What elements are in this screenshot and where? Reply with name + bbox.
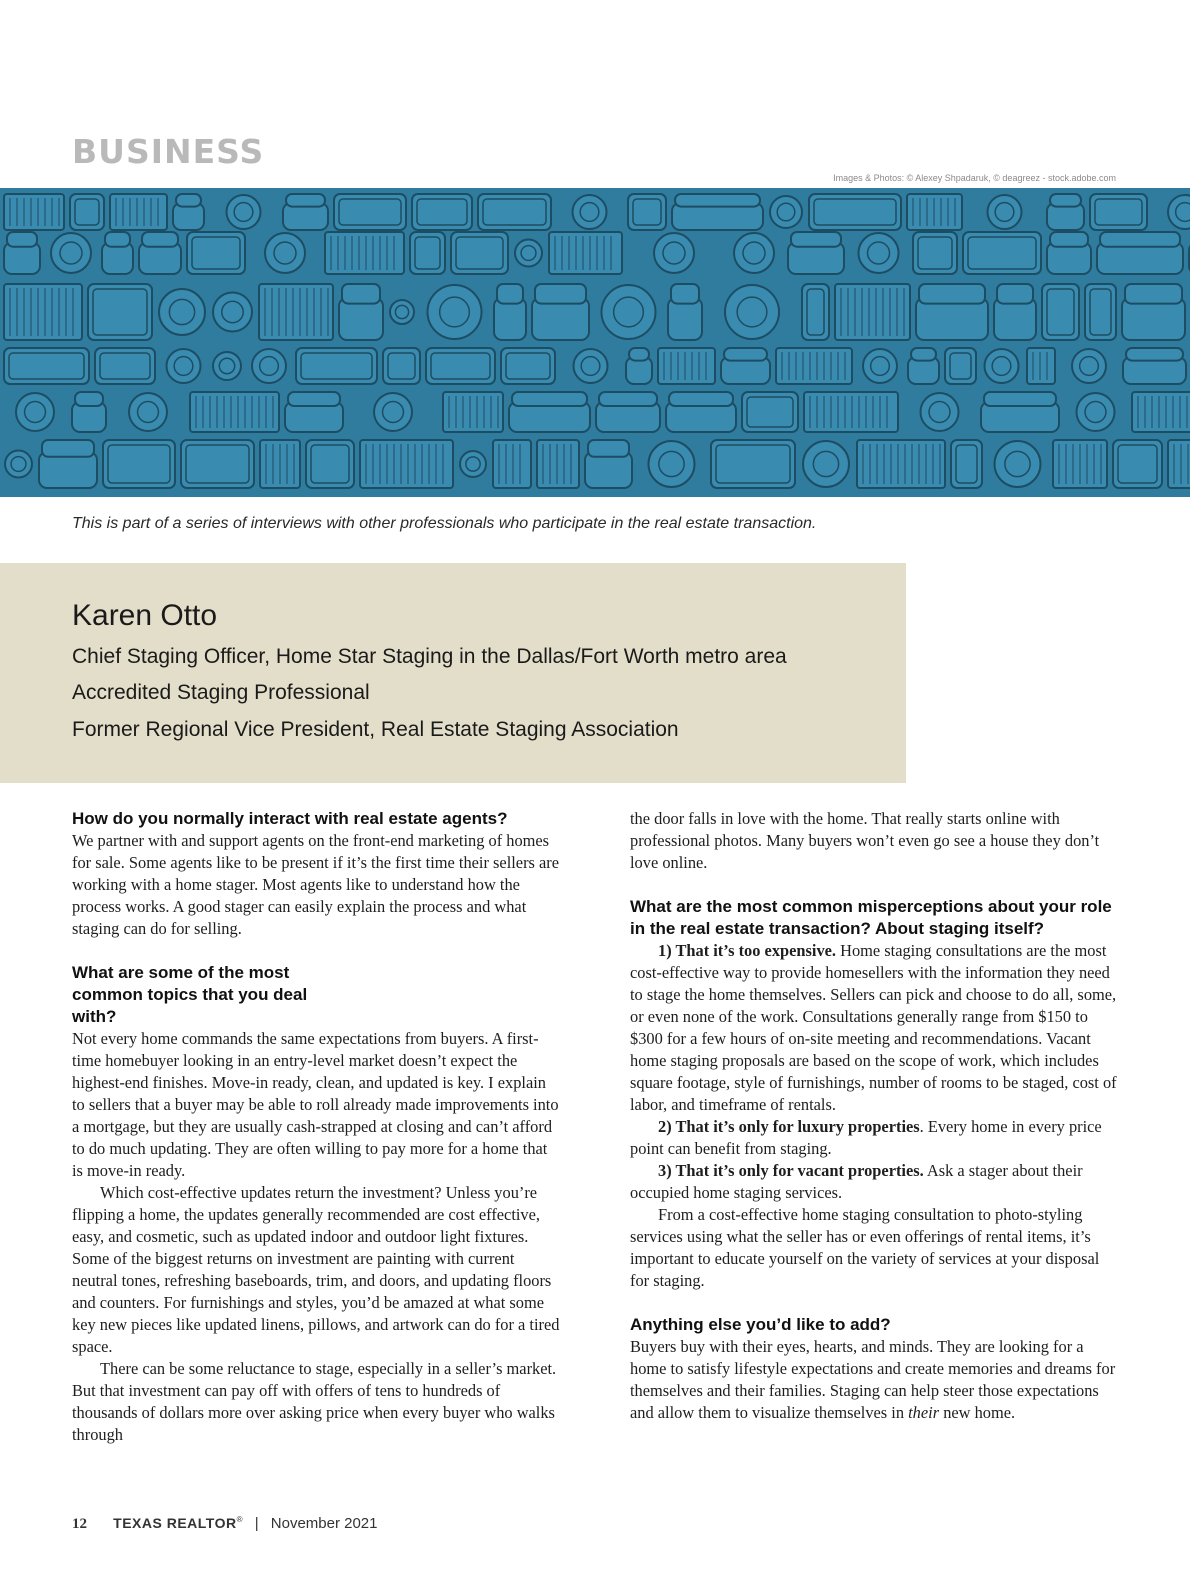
furniture-shape — [791, 232, 841, 247]
furniture-shape — [16, 393, 54, 431]
furniture-shape — [1126, 348, 1183, 361]
profile-box — [0, 563, 906, 783]
furniture-shape — [1113, 440, 1162, 488]
section-label: BUSINESS — [72, 132, 265, 171]
furniture-shape — [724, 348, 767, 361]
furniture-shape — [342, 284, 380, 304]
furniture-shape — [360, 440, 453, 488]
furniture-shape — [515, 240, 542, 267]
furniture-shape — [911, 348, 936, 361]
furniture-shape — [213, 293, 252, 332]
furniture-shape — [1077, 393, 1115, 431]
furniture-shape — [181, 440, 254, 488]
intro-text: This is part of a series of interviews with other professionals who participate in the real estate transaction. — [72, 515, 817, 532]
furniture-shape — [1125, 284, 1182, 304]
furniture-shape — [1100, 232, 1180, 247]
magazine-name: TEXAS REALTOR — [113, 1515, 237, 1531]
right-column — [630, 808, 1120, 1424]
furniture-shape — [573, 195, 607, 229]
furniture-shape — [176, 194, 201, 207]
furniture-shape — [725, 285, 779, 339]
furniture-shape — [129, 393, 167, 431]
furniture-shape — [588, 440, 629, 457]
furniture-shape — [51, 233, 91, 273]
furniture-shape — [574, 349, 608, 383]
furniture-shape — [675, 194, 760, 207]
furniture-shape — [187, 232, 245, 274]
answer-paragraph: Not every home commands the same expectations from buyers. A first-time homebuyer looking in an entry-level market doesn’t expect the highest-end finishes. Move-in ready, clean, and updated is key. I explain to sellers that a buyer may be able to roll already made improvements into a mortgage, but they are usually cash-strapped at closing and can’t afford to do much updating. They are often willing to pay more for a home that is move-in ready. — [72, 1029, 559, 1180]
point-text: Home staging consultations are the most cost-effective way to provide homesellers with the information they need to stage the home themselves. Sellers can pick and choose to do all, some, or even none of the work. Consultations generally range from $150 to $300 for a few hours of on-site meeting and recommendations. Vacant home staging proposals are based on the scope of work, which includes square footage, style of furnishings, number of rooms to be staged, cost of labor, and timeframe of rentals. — [630, 941, 1117, 1114]
furniture-shape — [443, 392, 503, 432]
furniture-shape — [859, 233, 899, 273]
furniture-shape — [390, 300, 414, 324]
furniture-shape — [286, 194, 325, 207]
profile-line: Chief Staging Officer, Home Star Staging in the Dallas/Fort Worth metro area — [72, 645, 787, 668]
question-heading: How do you normally interact with real estate agents? — [72, 809, 508, 828]
furniture-shape — [599, 392, 657, 406]
point-text: Ask a stager about their occupied home staging services. — [630, 1161, 1083, 1202]
answer-paragraph — [630, 1116, 1120, 1160]
question-heading: Anything else you’d like to add? — [630, 1315, 891, 1334]
answer-paragraph — [630, 1160, 1120, 1204]
furniture-shape — [1072, 349, 1106, 383]
furniture-shape — [995, 441, 1041, 487]
furniture-shape — [1132, 392, 1190, 432]
furniture-shape — [252, 349, 286, 383]
point-text: . Every home in every price point can benefit from staging. — [630, 1117, 1102, 1158]
furniture-shape — [988, 195, 1022, 229]
answer-paragraph — [630, 940, 1120, 1116]
furniture-shape — [921, 393, 959, 431]
furniture-shape — [512, 392, 587, 406]
left-column — [72, 808, 562, 1446]
furniture-shape — [4, 284, 82, 340]
answer-emphasis: their — [908, 1403, 940, 1422]
banner-image — [0, 188, 1190, 497]
furniture-shape — [649, 441, 695, 487]
answer-text: Buyers buy with their eyes, hearts, and minds. They are looking for a home to satisfy lifestyle expectations and create memories and dreams for themselves and their families. Staging can help steer those expectations and allow them to visualize themselves in — [630, 1337, 1116, 1422]
furniture-shape — [5, 451, 32, 478]
furniture-shape — [451, 232, 508, 274]
answer-paragraph: Which cost-effective updates return the investment? Unless you’re flipping a home, the updates generally recommended are cost effective, easy, and cosmetic, such as updated indoor and outdoor light fixtures. Some of the biggest returns on investment are painting with current neutral tones, refreshing baseboards, trim, and doors, and updating floors and counters. For furnishings and styles, you’d be amazed at what some key new pieces like updated linens, pillows, and artwork can do for a tired space. — [72, 1183, 560, 1356]
furniture-shape — [428, 285, 482, 339]
furniture-shape — [602, 285, 656, 339]
furniture-shape — [1189, 243, 1190, 275]
furniture-shape — [88, 284, 152, 340]
furniture-shape — [1027, 348, 1055, 384]
issue-date: November 2021 — [270, 1515, 378, 1532]
furniture-shape — [803, 441, 849, 487]
furniture-shape — [259, 284, 333, 340]
furniture-shape — [1050, 194, 1081, 207]
point-label: 2) That it’s only for luxury properties — [658, 1117, 920, 1136]
furniture-shape — [984, 392, 1056, 406]
furniture-shape — [4, 194, 64, 230]
furniture-shape — [227, 195, 261, 229]
furniture-shape — [306, 440, 354, 488]
photo-credit: Images & Photos: © Alexey Shpadaruk, © deagreez - stock.adobe.com — [833, 173, 1116, 183]
answer-paragraph — [630, 1336, 1120, 1424]
furniture-shape — [7, 232, 37, 247]
furniture-pattern — [0, 188, 1190, 497]
profile-name: Karen Otto — [72, 599, 218, 632]
furniture-shape — [835, 284, 910, 340]
furniture-shape — [460, 451, 486, 477]
furniture-shape — [535, 284, 586, 304]
furniture-shape — [42, 440, 94, 457]
furniture-shape — [159, 289, 205, 335]
furniture-shape — [374, 393, 412, 431]
furniture-shape — [997, 284, 1033, 304]
furniture-shape — [770, 196, 802, 228]
furniture-shape — [654, 233, 694, 273]
furniture-shape — [167, 349, 201, 383]
furniture-shape — [629, 348, 649, 361]
furniture-shape — [142, 232, 178, 247]
furniture-shape — [497, 284, 523, 304]
furniture-shape — [213, 352, 241, 380]
question-heading: What are some of the most common topics that you deal with? — [72, 963, 308, 1026]
footer-separator: | — [254, 1515, 259, 1532]
furniture-shape — [711, 440, 795, 488]
furniture-shape — [75, 392, 103, 406]
furniture-shape — [776, 348, 852, 384]
answer-paragraph: There can be some reluctance to stage, especially in a seller’s market. But that investment can pay off with offers of tens to hundreds of thousands of dollars more over asking price when every buyer who walks through — [72, 1359, 557, 1444]
question-heading: What are the most common misperceptions about your role in the real estate transaction? About staging itself? — [630, 897, 1112, 938]
furniture-shape — [103, 440, 175, 488]
answer-paragraph: the door falls in love with the home. That really starts online with professional photos. Many buyers won’t even go see a house they don’t love online. — [630, 809, 1100, 872]
furniture-shape — [105, 232, 130, 247]
furniture-shape — [1050, 232, 1088, 247]
furniture-shape — [1168, 440, 1190, 488]
furniture-shape — [802, 284, 829, 340]
furniture-shape — [325, 232, 404, 274]
furniture-shape — [669, 392, 733, 406]
answer-paragraph: We partner with and support agents on the front-end marketing of homes for sale. Some agents like to be present if it’s the first time their sellers are working with a home stager. Most agents like to understand how the process works. A good stager can easily explain the process and what staging can do for selling. — [72, 831, 560, 938]
furniture-shape — [671, 284, 699, 304]
furniture-shape — [734, 233, 774, 273]
furniture-shape — [742, 392, 798, 432]
point-label: 1) That it’s too expensive. — [658, 941, 837, 960]
furniture-shape — [985, 349, 1019, 383]
page-number: 12 — [72, 1516, 87, 1532]
furniture-shape — [863, 349, 897, 383]
profile-line: Former Regional Vice President, Real Estate Staging Association — [72, 718, 679, 741]
furniture-shape — [288, 392, 340, 406]
answer-text: new home. — [939, 1403, 1016, 1422]
furniture-shape — [265, 233, 305, 273]
registered-mark: ® — [236, 1515, 243, 1524]
furniture-shape — [919, 284, 985, 304]
profile-line: Accredited Staging Professional — [72, 681, 370, 704]
furniture-shape — [963, 232, 1041, 274]
furniture-shape — [1168, 195, 1190, 229]
answer-paragraph: From a cost-effective home staging consultation to photo-styling services using what the seller has or even offerings of rental items, it’s important to educate yourself on the variety of services at your disposal for staging. — [630, 1205, 1100, 1290]
page-footer — [72, 1515, 378, 1533]
furniture-shape — [804, 392, 898, 432]
point-label: 3) That it’s only for vacant properties. — [658, 1161, 924, 1180]
